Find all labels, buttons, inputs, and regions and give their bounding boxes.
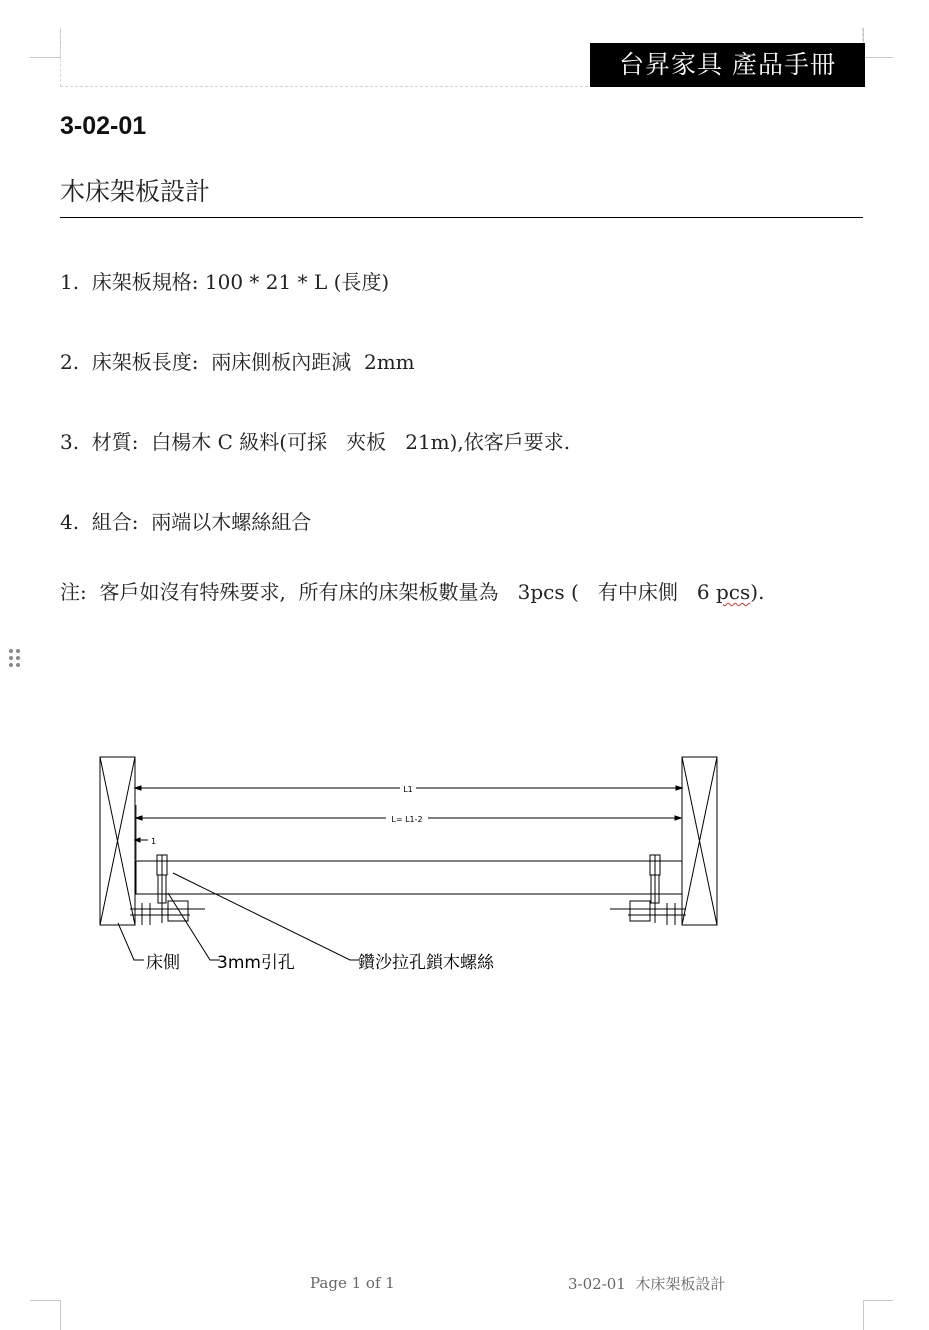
spec-item-1: 1. 床架板規格: 100 * 21 * L (長度) [60, 270, 390, 294]
left-screw [157, 855, 167, 923]
spellcheck-flagged-word[interactable]: pcs [715, 580, 751, 604]
title-underline [60, 217, 863, 218]
right-ledger-block [610, 901, 686, 925]
bed-slat-board [136, 861, 682, 894]
right-side-rail [682, 757, 717, 925]
left-ledger-block [130, 901, 205, 925]
crop-mark-bottom-right-h [863, 1300, 893, 1301]
bed-slat-drawing [90, 745, 730, 985]
callout-pilot-hole: 3mm引孔 [217, 953, 295, 973]
drag-handle-icon[interactable] [8, 648, 22, 670]
note-prefix: 注: 客戶如沒有特殊要求, 所有床的床架板數量為 3pcs ( 有中床側 6 [60, 580, 716, 604]
callout-side-rail: 床側 [146, 953, 180, 973]
spec-item-3: 3. 材質: 白楊木 C 級料(可採 夾板 21m),依客戶要求. [60, 430, 571, 454]
document-title: 木床架板設計 [60, 177, 211, 206]
crop-mark-bottom-left-v [60, 1300, 61, 1330]
document-code: 3-02-01 [60, 112, 147, 140]
leader-side-rail [118, 923, 144, 960]
note-suffix: ). [750, 580, 765, 604]
header-banner: 台昇家具 產品手冊 [590, 43, 865, 87]
leader-pilot-hole [168, 893, 220, 960]
footer-page-number: Page 1 of 1 [310, 1274, 395, 1292]
right-screw [650, 855, 660, 923]
crop-mark-top-right-h [863, 57, 893, 58]
crop-mark-top-left-h [30, 57, 60, 58]
footer-reference: 3-02-01 木床架板設計 [568, 1275, 726, 1293]
dimension-label-l: L= L1-2 [391, 815, 423, 824]
spec-item-2: 2. 床架板長度: 兩床側板內距減 2mm [60, 350, 415, 374]
dimension-label-gap: 1 [151, 837, 157, 846]
callout-screw: 鑽沙拉孔鎖木螺絲 [358, 953, 494, 973]
dimension-label-l1: L1 [403, 785, 413, 794]
left-side-rail [100, 757, 135, 925]
note-line [60, 576, 764, 605]
crop-mark-bottom-right-v [863, 1300, 864, 1330]
leader-screw [173, 873, 360, 960]
spec-item-4: 4. 組合: 兩端以木螺絲組合 [60, 510, 312, 534]
crop-mark-bottom-left-h [30, 1300, 60, 1301]
